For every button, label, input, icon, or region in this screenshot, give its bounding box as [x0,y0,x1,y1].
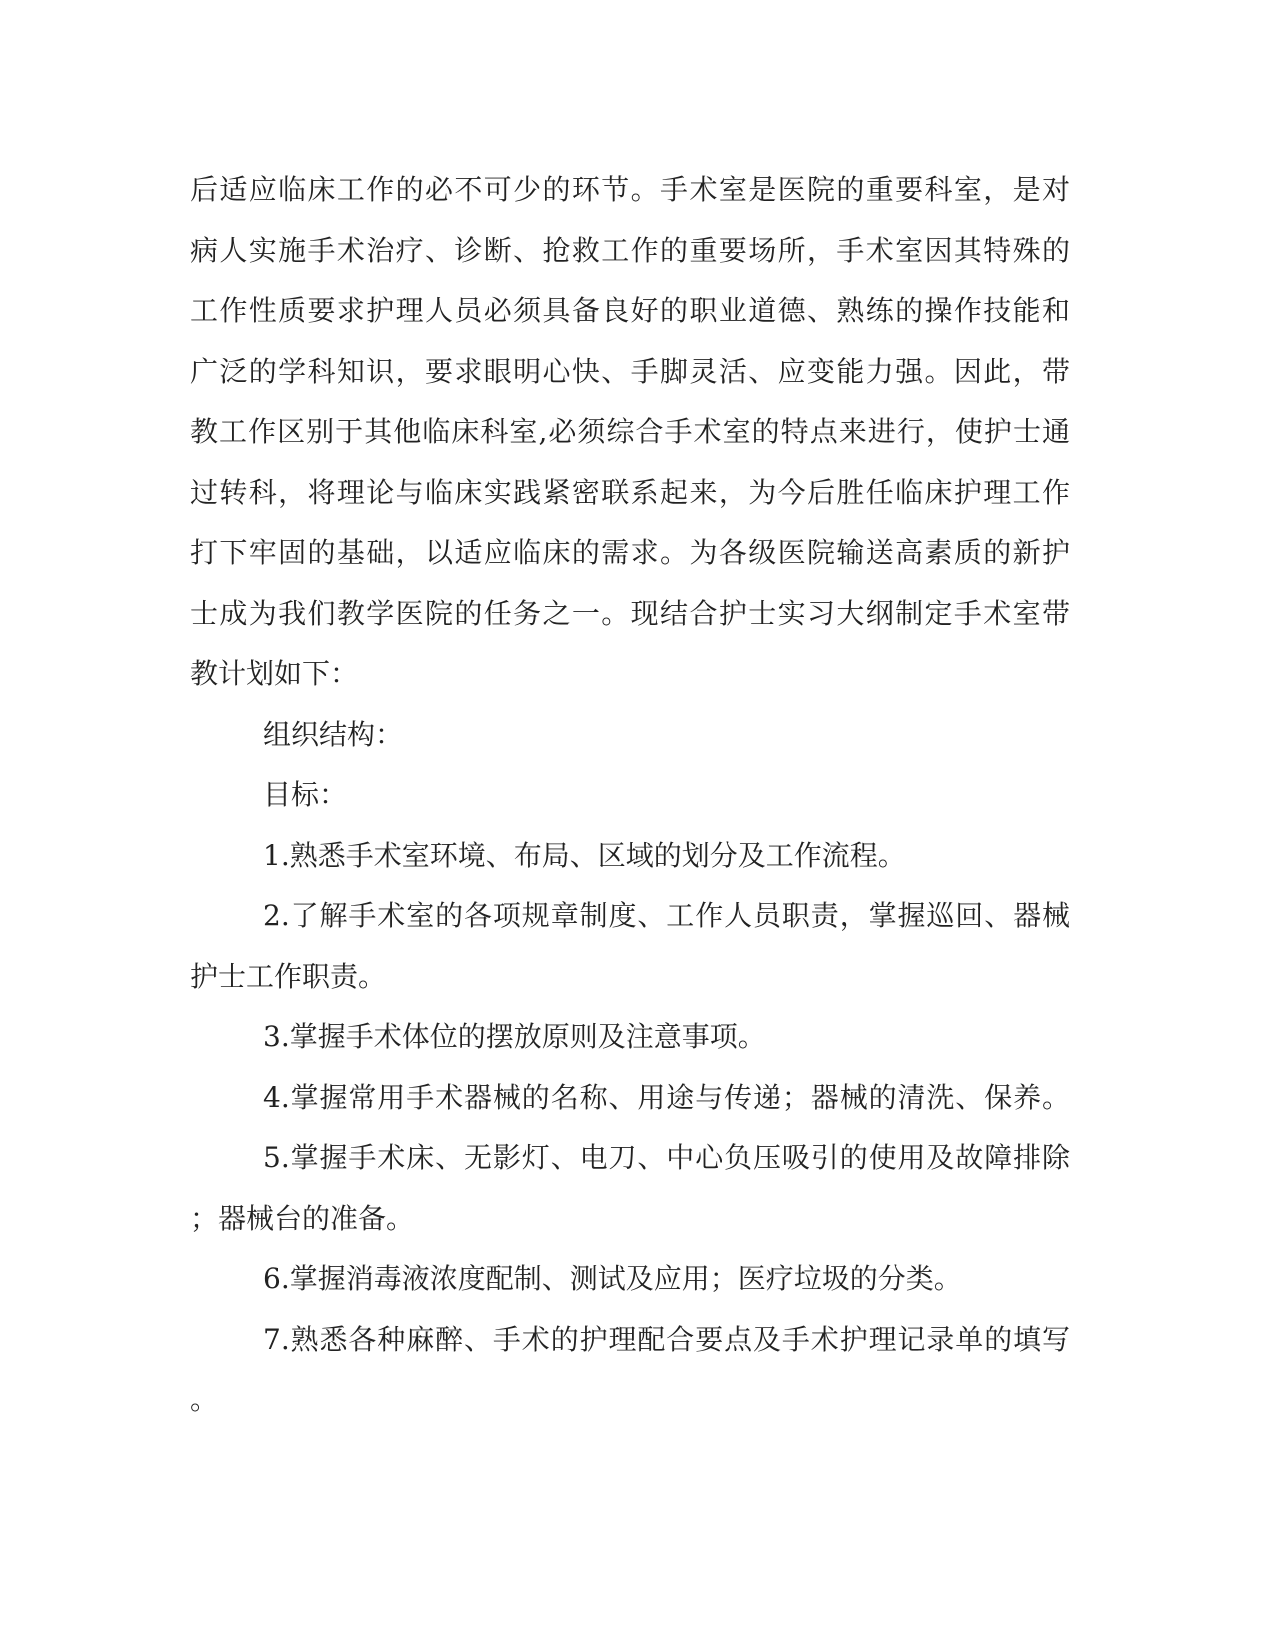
goal-item-3: 3.掌握手术体位的摆放原则及注意事项。 [263,1020,766,1053]
body-text [190,160,1070,1431]
paragraph-line: 后适应临床工作的必不可少的环节。手术室是医院的重要科室，是对 [190,173,1070,206]
paragraph-line: 教计划如下： [190,657,359,690]
paragraph-line: 教工作区别于其他临床科室,必须综合手术室的特点来进行，使护士通 [190,415,1070,448]
goal-item-5: 5.掌握手术床、无影灯、电刀、中心负压吸引的使用及故障排除 [263,1141,1070,1174]
paragraph-line: 打下牢固的基础，以适应临床的需求。为各级医院输送高素质的新护 [190,536,1070,569]
section-heading-organization: 组织结构： [263,717,404,751]
goal-item-4: 4.掌握常用手术器械的名称、用途与传递；器械的清洗、保养。 [263,1080,1070,1114]
paragraph-line: 病人实施手术治疗、诊断、抢救工作的重要场所，手术室因其特殊的 [190,233,1070,267]
paragraph-line: 士成为我们教学医院的任务之一。现结合护士实习大纲制定手术室带 [190,596,1070,630]
goal-item-2: 2.了解手术室的各项规章制度、工作人员职责，掌握巡回、器械 [263,899,1070,932]
paragraph-line: 广泛的学科知识，要求眼明心快、手脚灵活、应变能力强。因此，带 [190,354,1070,388]
goal-item-1: 1.熟悉手术室环境、布局、区域的划分及工作流程。 [263,838,906,872]
goal-item-5-continued: ；器械台的准备。 [190,1201,415,1235]
goal-item-7: 7.熟悉各种麻醉、手术的护理配合要点及手术护理记录单的填写 [263,1322,1070,1356]
goal-item-6: 6.掌握消毒液浓度配制、测试及应用；医疗垃圾的分类。 [263,1262,962,1295]
goal-item-2-continued: 护士工作职责。 [190,959,387,993]
section-heading-goals: 目标： [263,778,348,811]
paragraph-line: 工作性质要求护理人员必须具备良好的职业道德、熟练的操作技能和 [190,294,1070,327]
paragraph-line: 过转科，将理论与临床实践紧密联系起来，为今后胜任临床护理工作 [190,475,1070,509]
goal-item-7-continued: 。 [190,1383,219,1416]
